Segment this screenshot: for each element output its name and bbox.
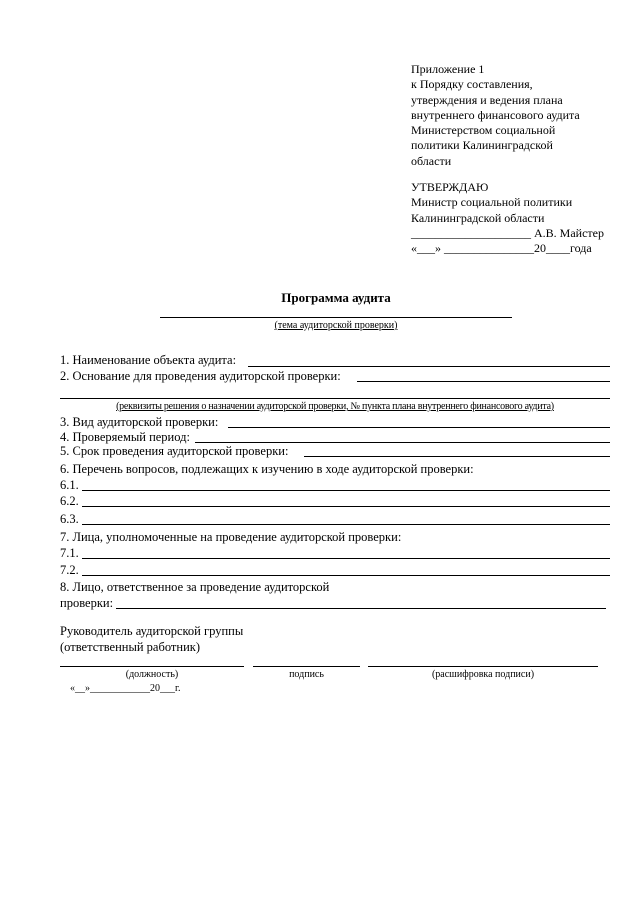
item-object-name-line [248, 366, 610, 367]
signature-date-line: «__»____________20___г. [70, 683, 181, 694]
appendix-line: Приложение 1 [411, 62, 485, 76]
item-audit-type: 3. Вид аудиторской проверки: [60, 415, 219, 429]
decoding-line [368, 666, 598, 667]
requisites-caption: (реквизиты решения о назначении аудиторской проверки, № пункта плана внутреннего финансового аудита) [116, 401, 554, 412]
item-question-line [82, 506, 610, 507]
topic-caption: (тема аудиторской проверки) [274, 320, 398, 331]
item-question-line [82, 490, 610, 491]
appendix-line: внутреннего финансового аудита [411, 107, 580, 122]
position-caption: (должность) [125, 669, 179, 680]
approval-signature-line: ____________________ А.В. Майстер [411, 225, 604, 240]
group-head-label: Руководитель аудиторской группы [60, 624, 244, 638]
item-question-number: 6.2. [60, 494, 79, 508]
approval-block [411, 180, 604, 256]
appendix-block [411, 62, 580, 169]
item-period: 4. Проверяемый период: [60, 430, 190, 444]
item-responsible-person: 8. Лицо, ответственное за проведение аудиторской [60, 580, 330, 594]
approval-heading: УТВЕРЖДАЮ [411, 180, 489, 194]
appendix-line: области [411, 153, 452, 168]
item-person-line [82, 575, 610, 576]
item-question-line [82, 524, 610, 525]
item-responsible-person-cont: проверки: [60, 596, 114, 610]
item-period-line [195, 442, 610, 443]
item-basis: 2. Основание для проведения аудиторской проверки: [60, 369, 341, 383]
item-question-number: 6.3. [60, 512, 79, 526]
signature-line [253, 666, 360, 667]
appendix-line: к Порядку составления, [411, 77, 533, 92]
item-basis-line [357, 381, 610, 382]
item-term-line [304, 456, 610, 457]
appendix-line: политики Калининградской [411, 138, 553, 153]
item-person-line [82, 558, 610, 559]
item-questions: 6. Перечень вопросов, подлежащих к изучению в ходе аудиторской проверки: [60, 462, 474, 476]
document-title: Программа аудита [281, 290, 391, 305]
item-object-name: 1. Наименование объекта аудита: [60, 353, 237, 367]
approval-position: Калининградской области [411, 210, 545, 225]
signature-caption: подпись [289, 669, 324, 680]
item-authorized-persons: 7. Лица, уполномоченные на проведение аудиторской проверки: [60, 530, 402, 544]
item-responsible-person-line [116, 608, 606, 609]
item-term: 5. Срок проведения аудиторской проверки: [60, 444, 289, 458]
approval-position: Министр социальной политики [411, 195, 573, 210]
position-line [60, 666, 244, 667]
decoding-caption: (расшифровка подписи) [431, 669, 535, 680]
item-question-number: 6.1. [60, 478, 79, 492]
item-audit-type-line [228, 427, 610, 428]
appendix-line: Министерством социальной [411, 123, 556, 138]
approval-date-line: «___» _______________20____года [411, 241, 592, 256]
item-person-number: 7.1. [60, 546, 79, 560]
topic-line [160, 317, 512, 318]
item-basis-line-2 [60, 398, 610, 399]
appendix-line: утверждения и ведения плана [411, 92, 563, 107]
group-head-sublabel: (ответственный работник) [60, 640, 201, 654]
item-person-number: 7.2. [60, 563, 79, 577]
